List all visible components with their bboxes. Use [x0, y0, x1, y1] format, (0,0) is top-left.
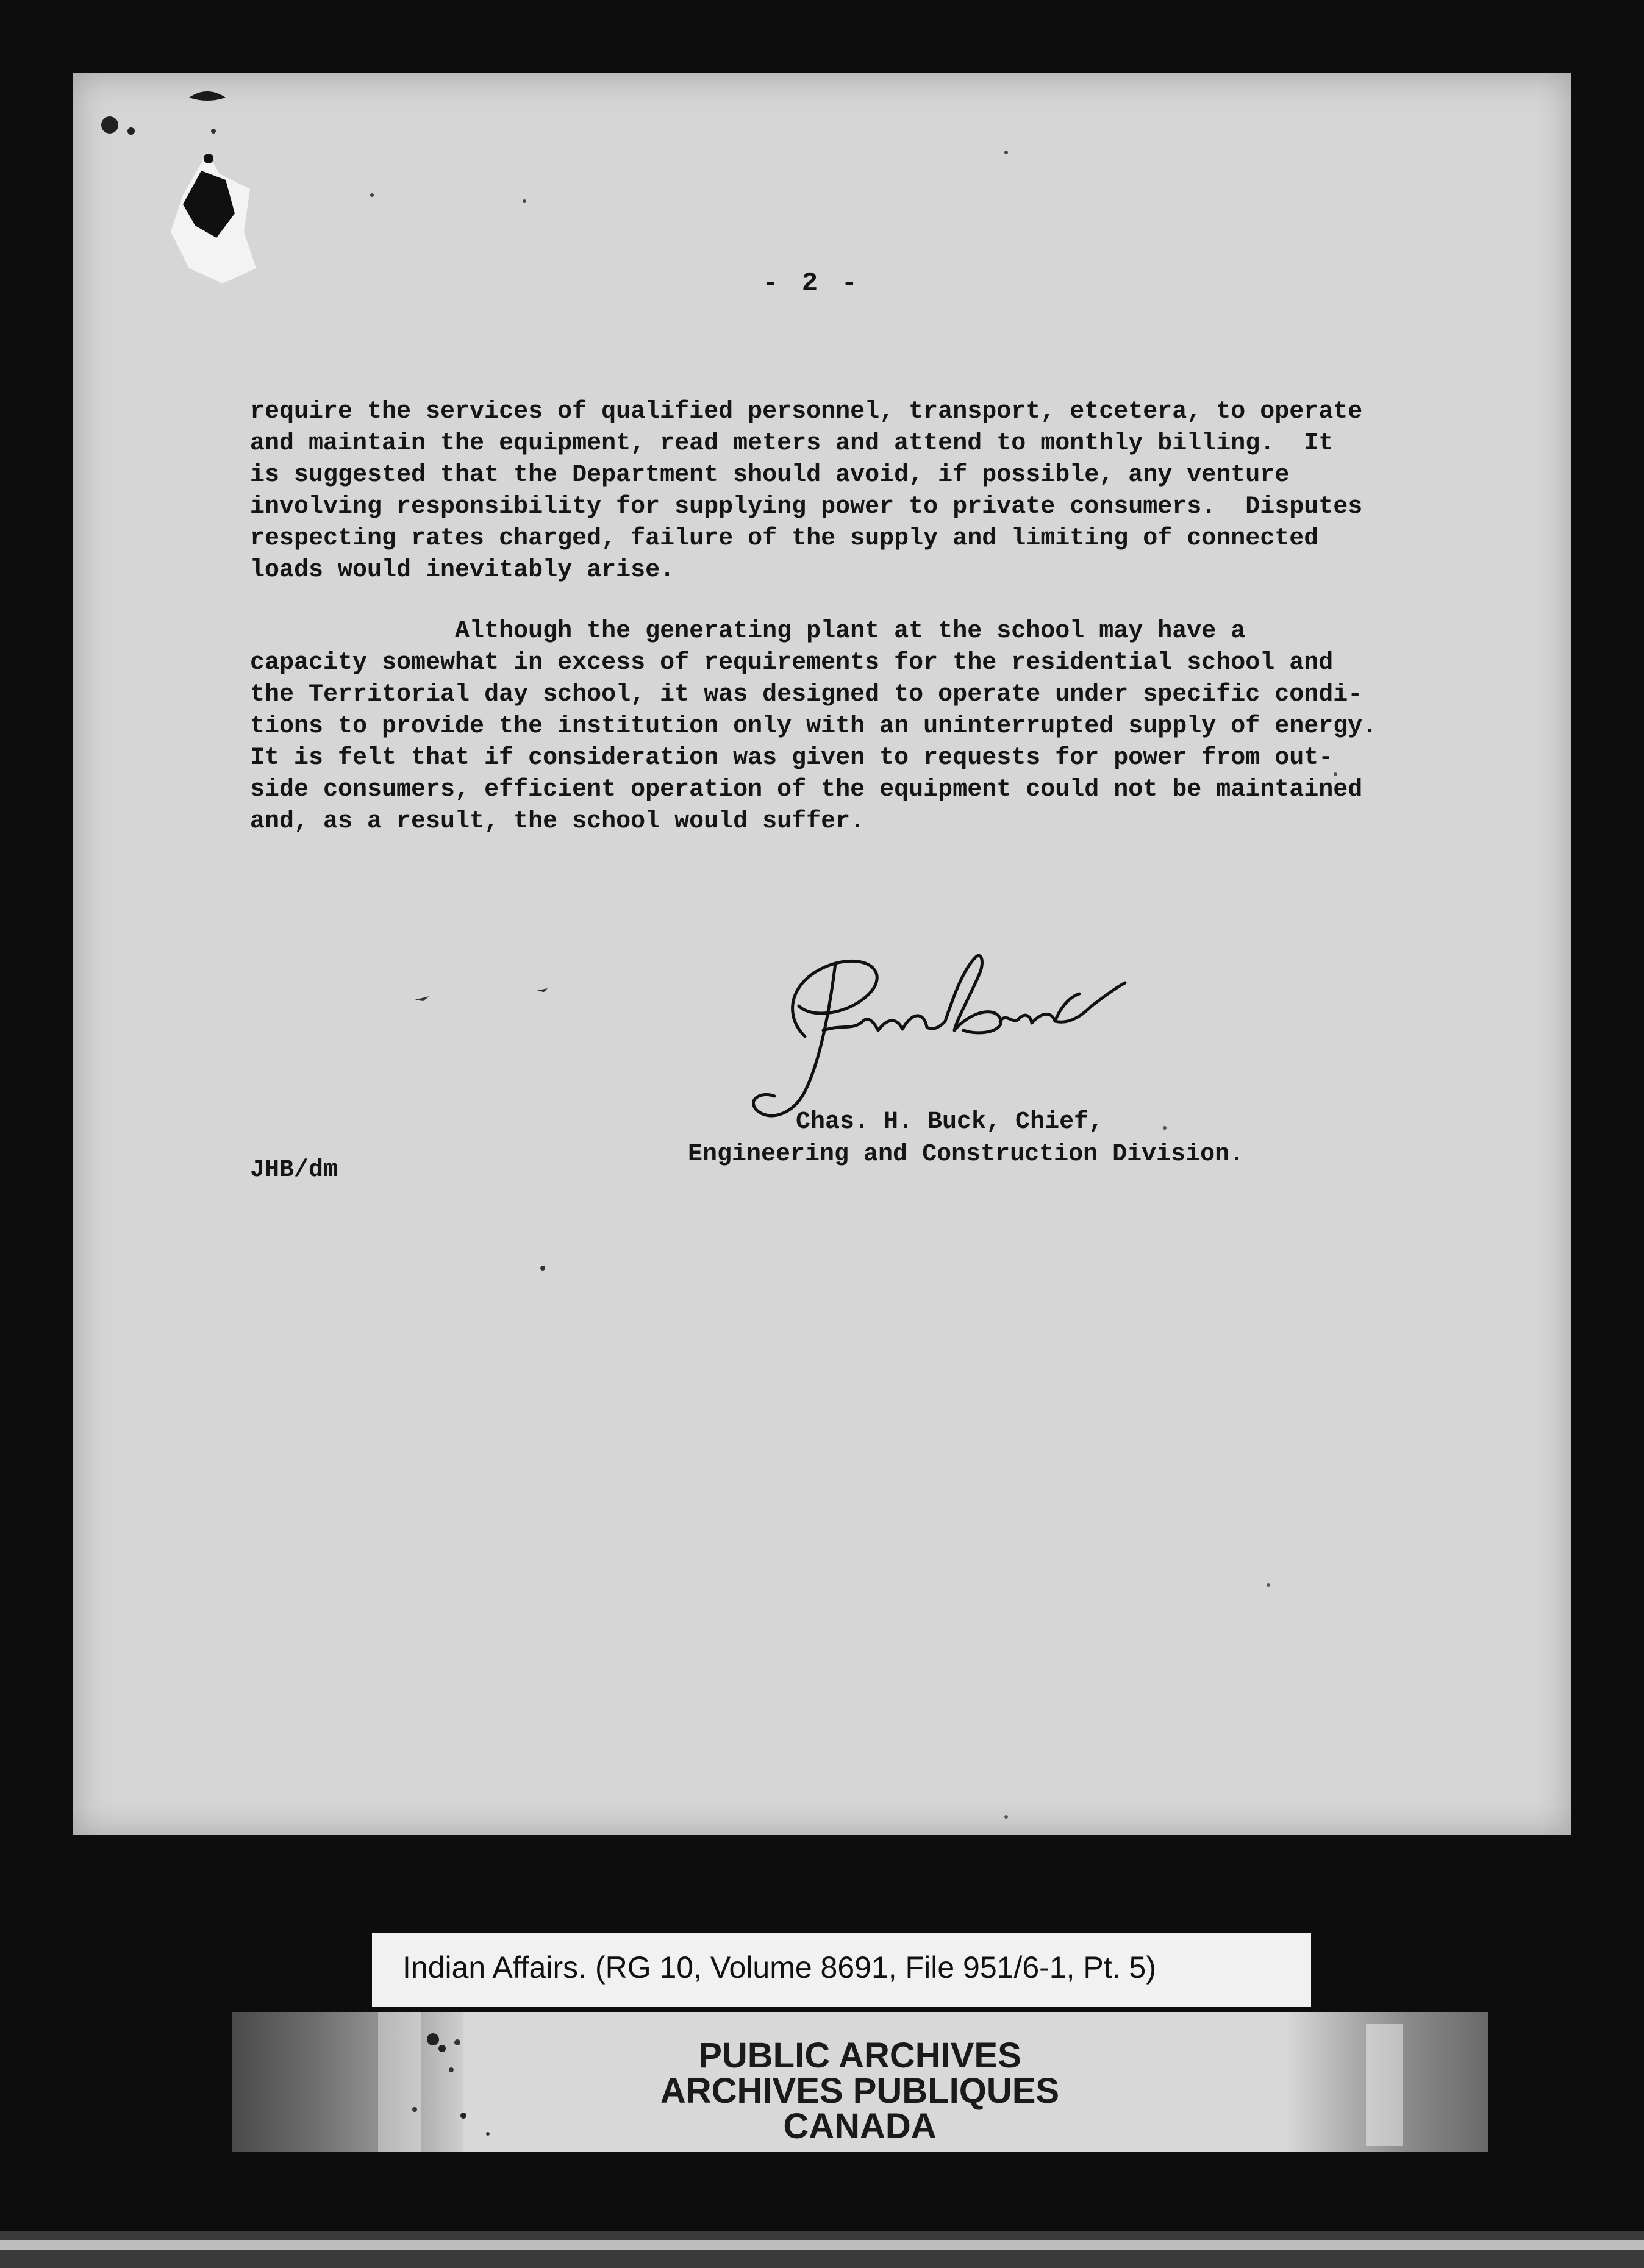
text-line: respecting rates charged, failure of the supply and limiting of connected — [250, 525, 1319, 552]
signatory-division: Engineering and Construction Division. — [688, 1141, 1245, 1168]
torn-corner-mark — [165, 146, 262, 287]
signature-label: Chas H Buck — [713, 939, 717, 940]
text-line: It is felt that if consideration was given to requests for power from out- — [250, 744, 1334, 772]
text-line: Although the generating plant at the school may have a — [250, 618, 1246, 645]
handwritten-signature — [713, 939, 1128, 1134]
film-bottom-edge — [0, 2231, 1644, 2268]
text-line: loads would inevitably arise. — [250, 557, 675, 584]
signatory-name: Chas. H. Buck, Chief, — [796, 1108, 1104, 1136]
text-line: side consumers, efficient operation of the equipment could not be maintained — [250, 776, 1363, 804]
paragraph-1 — [250, 396, 1470, 587]
text-line: require the services of qualified personnel, transport, etcetera, to operate — [250, 398, 1363, 426]
text-line: capacity somewhat in excess of requirements for the residential school and — [250, 649, 1334, 677]
text-line: is suggested that the Department should avoid, if possible, any venture — [250, 462, 1290, 489]
archive-reference-label: Indian Affairs. (RG 10, Volume 8691, File 951/6-1, Pt. 5) — [372, 1933, 1311, 2007]
stamp-line-2: ARCHIVES PUBLIQUES — [660, 2071, 1060, 2111]
text-line: and maintain the equipment, read meters and attend to monthly billing. It — [250, 430, 1334, 457]
text-line: tions to provide the institution only with an uninterrupted supply of energy. — [250, 713, 1378, 740]
stamp-line-3: CANADA — [783, 2106, 937, 2146]
reference-initials: JHB/dm — [250, 1157, 338, 1184]
paragraph-2 — [250, 616, 1470, 838]
film-edge-strip — [0, 2240, 1644, 2250]
archive-stamp — [232, 2012, 1488, 2152]
text-line: involving responsibility for supplying power to private consumers. Disputes — [250, 493, 1363, 521]
text-line: the Territorial day school, it was designed to operate under specific condi- — [250, 681, 1363, 708]
page-number: - 2 - — [762, 268, 862, 299]
stamp-line-1: PUBLIC ARCHIVES — [698, 2036, 1021, 2075]
text-line: and, as a result, the school would suffer. — [250, 808, 865, 835]
